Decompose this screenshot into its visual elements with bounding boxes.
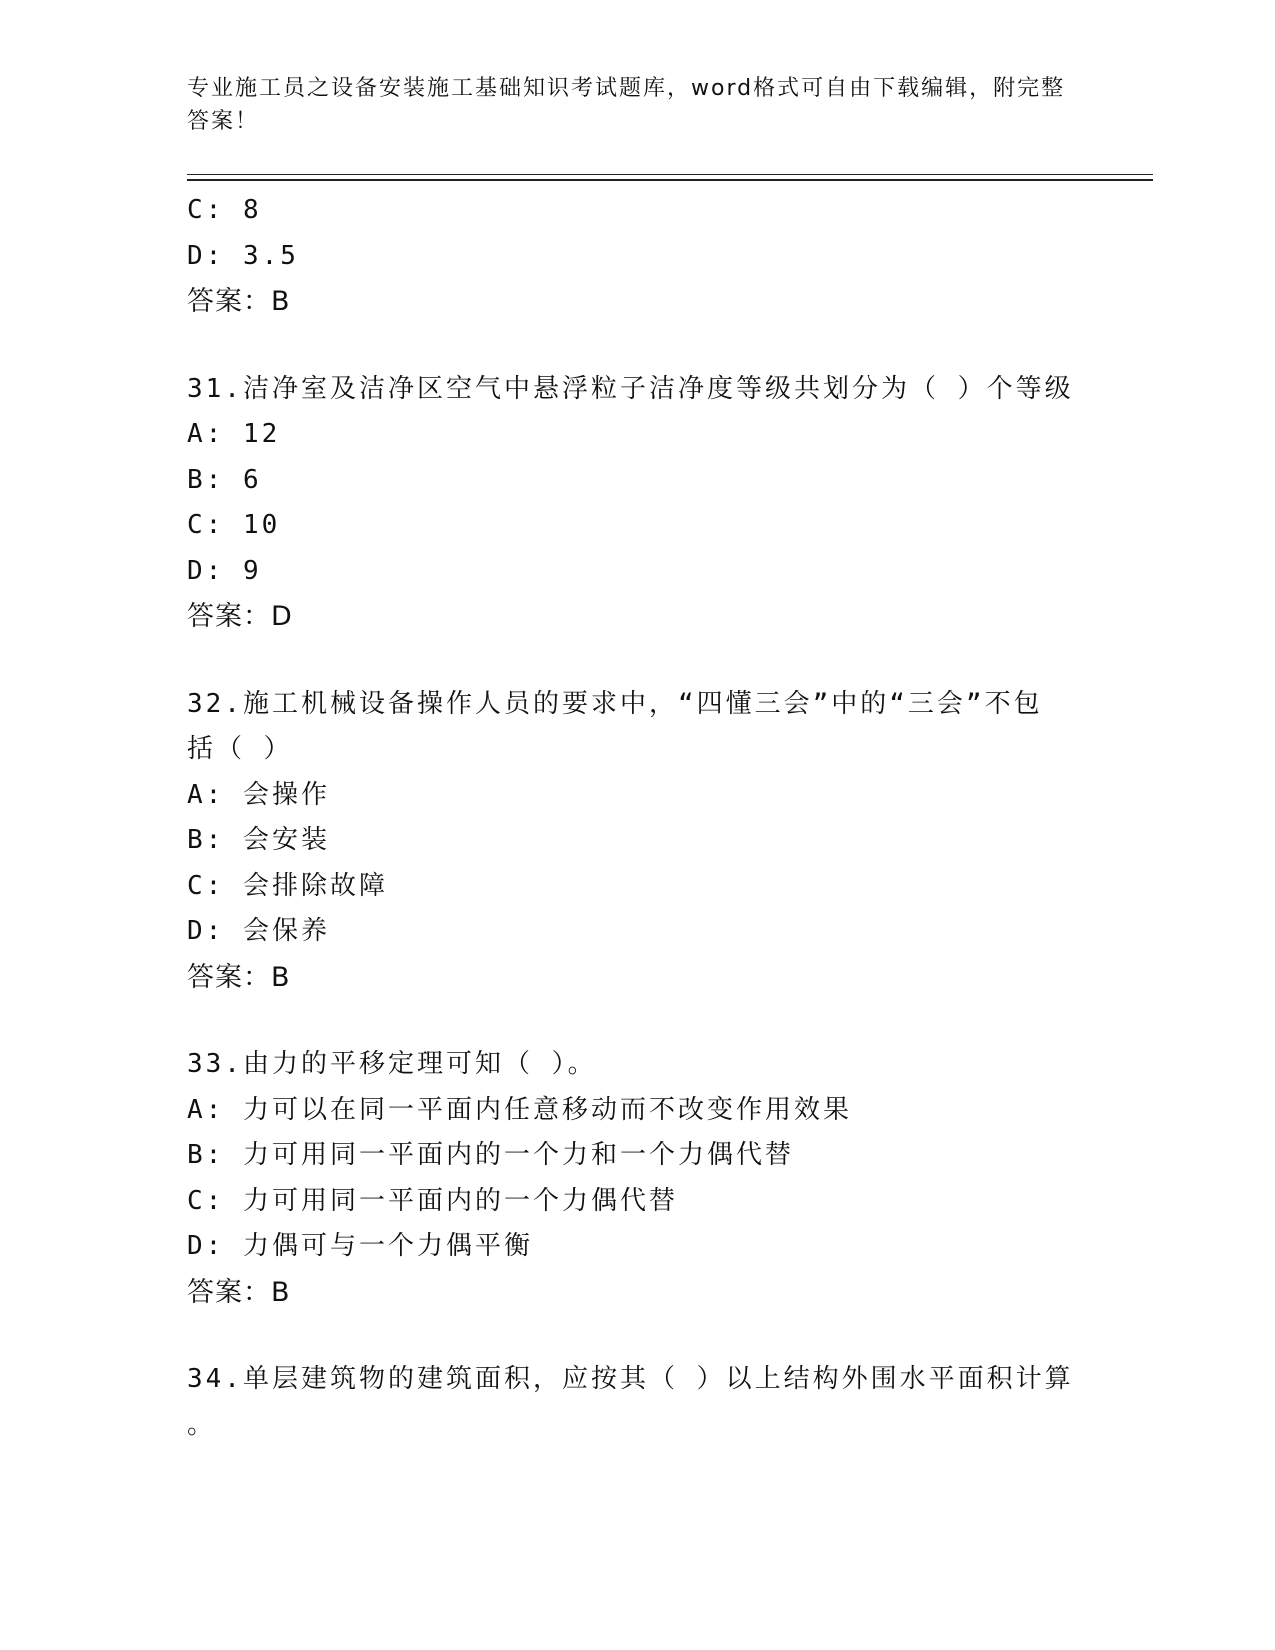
question-34: [187, 1357, 1087, 1448]
question-content: [187, 188, 1087, 1448]
question-stem: 33.由力的平移定理可知（ ）。: [187, 1049, 597, 1079]
question-31: [187, 367, 1087, 640]
answer: 答案：B: [187, 1276, 291, 1308]
option-b: B: 力可用同一平面内的一个力和一个力偶代替: [187, 1140, 794, 1170]
option-a: A: 12: [187, 419, 281, 449]
option-d: D: 力偶可与一个力偶平衡: [187, 1231, 533, 1261]
prev-question-tail: [187, 188, 1087, 325]
question-stem: 31.洁净室及洁净区空气中悬浮粒子洁净度等级共划分为（ ）个等级: [187, 373, 1074, 404]
option-c: C: 8: [187, 195, 262, 225]
option-c: C: 力可用同一平面内的一个力偶代替: [187, 1185, 678, 1216]
question-stem: 32.施工机械设备操作人员的要求中，“四懂三会”中的“三会”不包括（ ）: [187, 688, 1043, 764]
option-c: C: 10: [187, 510, 281, 540]
question-stem: 34.单层建筑物的建筑面积，应按其（ ）以上结构外围水平面积计算: [187, 1364, 1074, 1394]
page-header: 专业施工员之设备安装施工基础知识考试题库，word格式可自由下载编辑，附完整答案！: [187, 76, 1066, 134]
option-d: D: 会保养: [187, 916, 330, 946]
option-a: A: 力可以在同一平面内任意移动而不改变作用效果: [187, 1094, 852, 1125]
question-33: [187, 1042, 1087, 1315]
header-divider-thin: [187, 174, 1153, 175]
option-b: B: 会安装: [187, 825, 330, 855]
header-divider-thick: [187, 179, 1153, 181]
option-c: C: 会排除故障: [187, 870, 388, 901]
answer: 答案：D: [187, 601, 293, 632]
option-d: D: 9: [187, 555, 262, 586]
question-32: [187, 682, 1087, 1001]
option-a: A: 会操作: [187, 779, 330, 810]
option-b: B: 6: [187, 464, 262, 495]
answer: 答案：B: [187, 961, 291, 993]
question-stem-tail: 。: [187, 1409, 214, 1440]
option-d: D: 3.5: [187, 240, 299, 271]
answer: 答案：B: [187, 286, 291, 317]
